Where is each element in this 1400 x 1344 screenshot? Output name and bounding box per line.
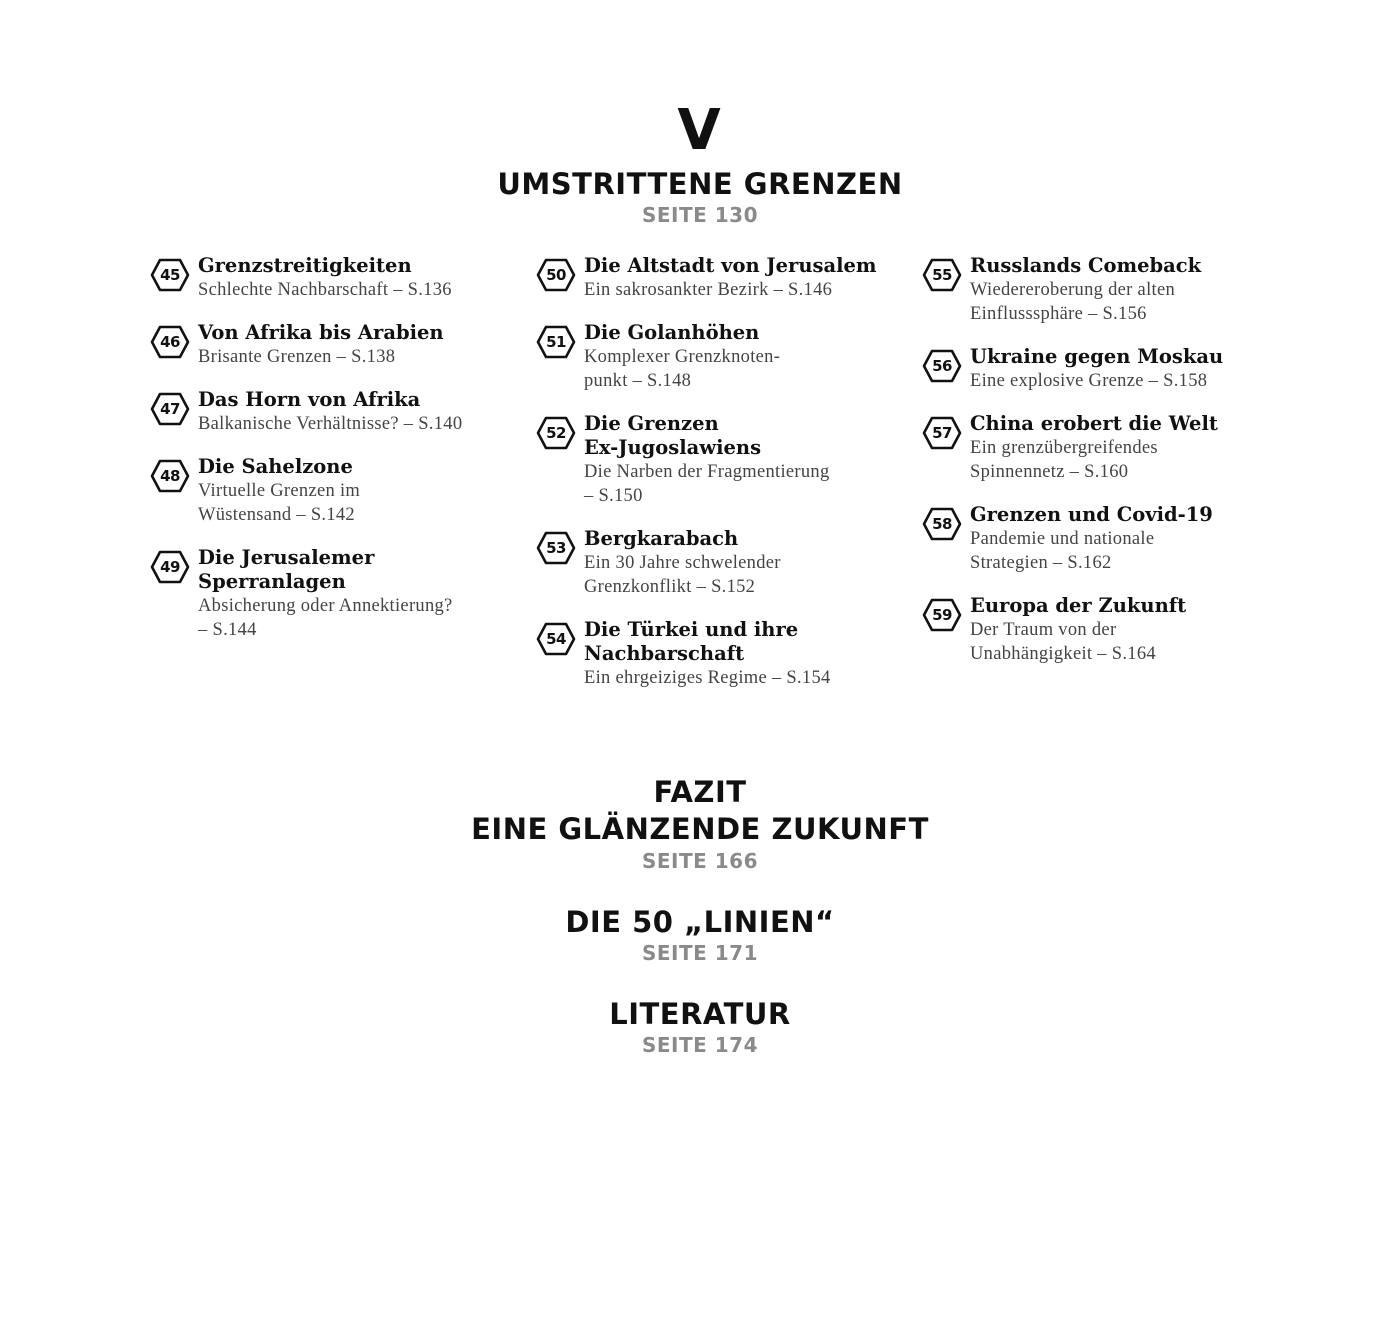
chapter-number: 48 — [160, 467, 180, 485]
section-number: V — [677, 98, 723, 163]
chapter-subtitle: Eine explosive Grenze – S.158 — [970, 371, 1208, 391]
chapter-title: Grenzen und Covid-19 — [970, 503, 1213, 526]
fazit-label[interactable]: FAZIT — [653, 775, 747, 809]
hexagon-number-badge — [922, 416, 962, 450]
chapter-title: Europa der Zukunft — [970, 594, 1187, 617]
toc-entry[interactable] — [536, 254, 906, 302]
hexagon-number-badge — [922, 598, 962, 632]
fazit-page: SEITE 166 — [641, 849, 759, 873]
toc-entry[interactable] — [150, 546, 520, 642]
toc-entry[interactable] — [536, 618, 906, 690]
hexagon-number-badge — [536, 416, 576, 450]
chapter-number: 52 — [546, 424, 566, 442]
chapter-subtitle: Schlechte Nachbarschaft – S.136 — [198, 280, 452, 300]
chapter-subtitle: Der Traum von der Unabhängigkeit – S.164 — [970, 620, 1156, 664]
chapter-title: Ukraine gegen Moskau — [970, 345, 1224, 368]
toc-entry[interactable] — [922, 412, 1292, 484]
toc-entry[interactable] — [150, 321, 520, 369]
chapter-number: 46 — [160, 333, 180, 351]
section-page: SEITE 130 — [641, 203, 759, 227]
chapter-title: Die Altstadt von Jerusalem — [584, 254, 877, 277]
chapter-title: Das Horn von Afrika — [198, 388, 421, 411]
toc-entry[interactable] — [922, 345, 1292, 393]
toc-entry[interactable] — [536, 412, 906, 508]
toc-column-2 — [536, 254, 906, 709]
hexagon-number-badge — [536, 622, 576, 656]
chapter-number: 53 — [546, 539, 566, 557]
hexagon-number-badge — [536, 325, 576, 359]
chapter-title: China erobert die Welt — [970, 412, 1218, 435]
chapter-subtitle: Die Narben der Fragmentierung – S.150 — [584, 462, 830, 506]
chapter-number: 51 — [546, 333, 566, 351]
chapter-subtitle: Brisante Grenzen – S.138 — [198, 347, 396, 367]
chapter-title: Russlands Comeback — [970, 254, 1202, 277]
toc-entry[interactable] — [922, 254, 1292, 326]
chapter-title: Bergkarabach — [584, 527, 739, 550]
hexagon-number-badge — [922, 349, 962, 383]
chapter-number: 45 — [160, 266, 180, 284]
section-title: UMSTRITTENE GRENZEN — [497, 167, 903, 201]
chapter-title: Die Golanhöhen — [584, 321, 760, 344]
chapter-subtitle: Wiedereroberung der alten Einflusssphäre – S.156 — [970, 280, 1176, 324]
chapter-number: 59 — [932, 606, 952, 624]
toc-column-3 — [922, 254, 1292, 685]
toc-entry[interactable] — [150, 455, 520, 527]
literatur-page: SEITE 174 — [641, 1033, 759, 1057]
linien-page: SEITE 171 — [641, 941, 759, 965]
linien-title[interactable]: DIE 50 „LINIEN“ — [565, 905, 835, 939]
chapter-title: Die Grenzen Ex-Jugoslawiens — [584, 412, 762, 459]
chapter-subtitle: Ein ehrgeiziges Regime – S.154 — [584, 668, 831, 688]
hexagon-number-badge — [922, 507, 962, 541]
toc-entry[interactable] — [536, 527, 906, 599]
hexagon-number-badge — [536, 531, 576, 565]
chapter-number: 54 — [546, 630, 566, 648]
toc-entry[interactable] — [922, 503, 1292, 575]
hexagon-number-badge — [922, 258, 962, 292]
fazit-title[interactable]: EINE GLÄNZENDE ZUKUNFT — [471, 812, 929, 846]
hexagon-number-badge — [150, 459, 190, 493]
chapter-subtitle: Ein 30 Jahre schwelender Grenzkonflikt – S.152 — [584, 553, 781, 597]
hexagon-number-badge — [536, 258, 576, 292]
toc-entry[interactable] — [536, 321, 906, 393]
chapter-title: Von Afrika bis Arabien — [198, 321, 444, 344]
chapter-subtitle: Virtuelle Grenzen im Wüstensand – S.142 — [198, 481, 361, 525]
chapter-title: Grenzstreitigkeiten — [198, 254, 412, 277]
toc-column-1 — [150, 254, 520, 661]
chapter-number: 47 — [160, 400, 180, 418]
literatur-title[interactable]: LITERATUR — [609, 997, 791, 1031]
hexagon-number-badge — [150, 550, 190, 584]
chapter-title: Die Türkei und ihre Nachbarschaft — [584, 618, 799, 665]
chapter-subtitle: Absicherung oder Annektierung? – S.144 — [198, 596, 453, 640]
chapter-subtitle: Balkanische Verhältnisse? – S.140 — [198, 414, 463, 434]
chapter-subtitle: Komplexer Grenzknoten- punkt – S.148 — [584, 347, 781, 391]
chapter-title: Die Jerusalemer Sperranlagen — [198, 546, 375, 593]
chapter-number: 57 — [932, 424, 952, 442]
chapter-number: 56 — [932, 357, 952, 375]
chapter-subtitle: Pandemie und nationale Strategien – S.162 — [970, 529, 1155, 573]
chapter-title: Die Sahelzone — [198, 455, 353, 478]
toc-entry[interactable] — [922, 594, 1292, 666]
chapter-number: 58 — [932, 515, 952, 533]
toc-entry[interactable] — [150, 388, 520, 436]
chapter-subtitle: Ein grenzübergreifendes Spinnennetz – S.160 — [970, 438, 1158, 482]
hexagon-number-badge — [150, 392, 190, 426]
hexagon-number-badge — [150, 258, 190, 292]
hexagon-number-badge — [150, 325, 190, 359]
chapter-number: 50 — [546, 266, 566, 284]
chapter-number: 55 — [932, 266, 952, 284]
chapter-subtitle: Ein sakrosankter Bezirk – S.146 — [584, 280, 833, 300]
chapter-number: 49 — [160, 558, 180, 576]
toc-entry[interactable] — [150, 254, 520, 302]
